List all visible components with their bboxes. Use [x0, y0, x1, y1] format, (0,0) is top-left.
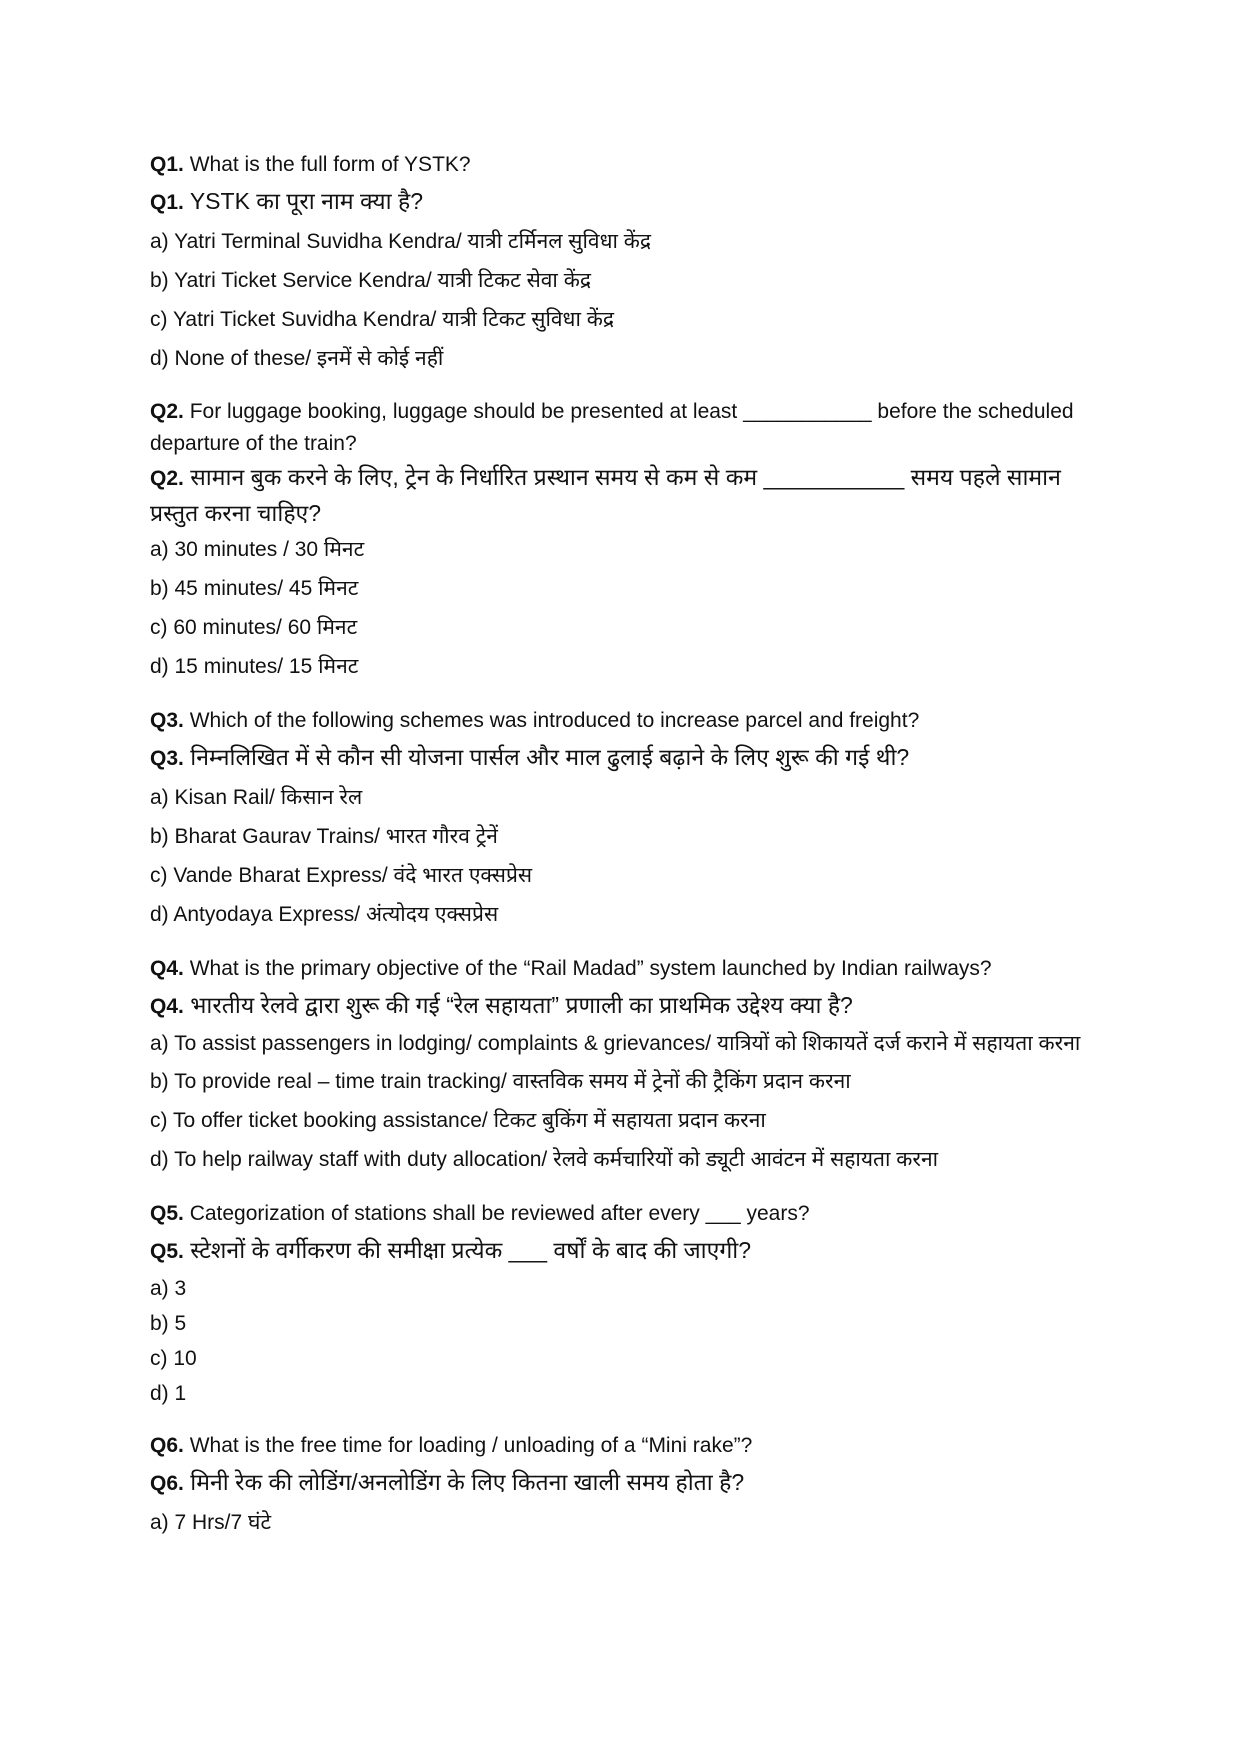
question-6 — [150, 1429, 1110, 1542]
question-text-hi: Q2. सामान बुक करने के लिए, ट्रेन के निर्धारित प्रस्थान समय से कम से कम ___________ समय पहले सामान प्रस्तुत करना चाहिए? — [150, 464, 1061, 526]
option-b: b) To provide real – time train tracking/ वास्तविक समय में ट्रेनों की ट्रैकिंग प्रदान करना — [150, 1070, 851, 1093]
quiz-page — [150, 148, 1110, 1560]
question-text-en: Q4. What is the primary objective of the “Rail Madad” system launched by Indian railways? — [150, 957, 992, 980]
option-a: a) Kisan Rail/ किसान रेल — [150, 786, 363, 809]
question-text-hi: Q6. मिनी रेक की लोडिंग/अनलोडिंग के लिए कितना खाली समय होता है? — [150, 1469, 745, 1495]
option-c: c) 10 — [150, 1347, 197, 1370]
option-c: c) Yatri Ticket Suvidha Kendra/ यात्री टिकट सुविधा केंद्र — [150, 308, 615, 331]
question-text-hi: Q3. निम्नलिखित में से कौन सी योजना पार्सल और माल ढुलाई बढ़ाने के लिए शुरू की गई थी? — [150, 744, 910, 770]
option-a: a) 3 — [150, 1277, 187, 1300]
option-a: a) 7 Hrs/7 घंटे — [150, 1511, 272, 1534]
option-d: d) Antyodaya Express/ अंत्योदय एक्सप्रेस — [150, 903, 499, 926]
option-d: d) 1 — [150, 1382, 187, 1405]
option-c: c) 60 minutes/ 60 मिनट — [150, 616, 358, 639]
option-c: c) Vande Bharat Express/ वंदे भारत एक्सप्रेस — [150, 864, 533, 887]
question-text-en: Q1. What is the full form of YSTK? — [150, 153, 471, 176]
question-number: Q4. — [150, 957, 184, 980]
option-a: a) To assist passengers in lodging/ complaints & grievances/ यात्रियों को शिकायतें दर्ज कराने में सहायता करना — [150, 1032, 1081, 1055]
question-1 — [150, 148, 1110, 378]
question-text-hi: Q1. YSTK का पूरा नाम क्या है? — [150, 188, 423, 214]
option-b: b) Yatri Ticket Service Kendra/ यात्री टिकट सेवा केंद्र — [150, 269, 591, 292]
question-3 — [150, 704, 1110, 934]
question-number: Q2. — [150, 400, 184, 423]
question-text-en: Q6. What is the free time for loading / unloading of a “Mini rake”? — [150, 1434, 753, 1457]
question-text-en: Q3. Which of the following schemes was introduced to increase parcel and freight? — [150, 709, 920, 732]
question-4 — [150, 952, 1110, 1179]
option-c: c) To offer ticket booking assistance/ टिकट बुकिंग में सहायता प्रदान करना — [150, 1109, 766, 1132]
question-2 — [150, 396, 1110, 686]
question-text-en: Q5. Categorization of stations shall be reviewed after every ___ years? — [150, 1202, 810, 1225]
question-number: Q6. — [150, 1434, 184, 1457]
question-number: Q1. — [150, 191, 184, 214]
question-5 — [150, 1197, 1110, 1411]
question-number: Q4. — [150, 995, 184, 1018]
question-number: Q5. — [150, 1202, 184, 1225]
question-number: Q2. — [150, 467, 184, 490]
option-b: b) 5 — [150, 1312, 187, 1335]
question-number: Q6. — [150, 1472, 184, 1495]
question-text-en: Q2. For luggage booking, luggage should be presented at least ___________ before the scheduled departure of the train? — [150, 400, 1074, 455]
question-number: Q3. — [150, 709, 184, 732]
question-number: Q5. — [150, 1240, 184, 1263]
question-number: Q3. — [150, 747, 184, 770]
question-text-hi: Q4. भारतीय रेलवे द्वारा शुरू की गई “रेल सहायता” प्रणाली का प्राथमिक उद्देश्य क्या है? — [150, 992, 853, 1018]
option-d: d) To help railway staff with duty allocation/ रेलवे कर्मचारियों को ड्यूटी आवंटन में सहायता करना — [150, 1148, 939, 1171]
option-d: d) 15 minutes/ 15 मिनट — [150, 655, 359, 678]
option-d: d) None of these/ इनमें से कोई नहीं — [150, 347, 444, 370]
question-number: Q1. — [150, 153, 184, 176]
option-a: a) 30 minutes / 30 मिनट — [150, 538, 365, 561]
option-b: b) 45 minutes/ 45 मिनट — [150, 577, 359, 600]
option-a: a) Yatri Terminal Suvidha Kendra/ यात्री टर्मिनल सुविधा केंद्र — [150, 230, 652, 253]
question-text-hi: Q5. स्टेशनों के वर्गीकरण की समीक्षा प्रत्येक ___ वर्षों के बाद की जाएगी? — [150, 1237, 752, 1263]
option-b: b) Bharat Gaurav Trains/ भारत गौरव ट्रेनें — [150, 825, 498, 848]
